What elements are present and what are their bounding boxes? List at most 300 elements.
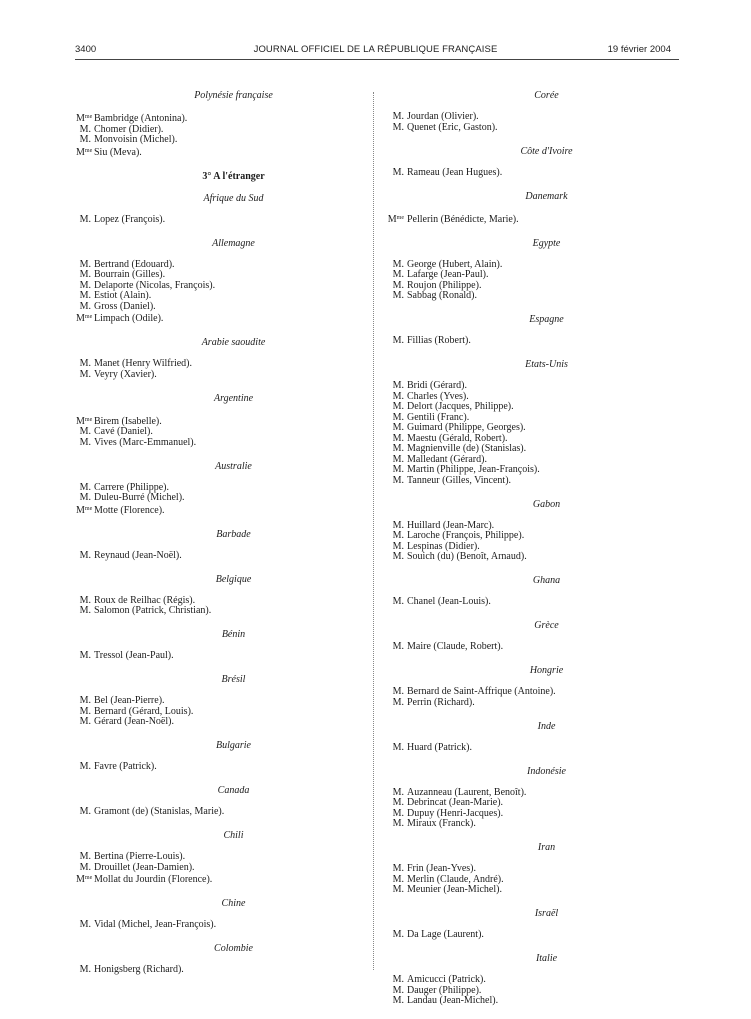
civility-abbrev: M	[76, 874, 85, 885]
person-name: Gross (Daniel).	[94, 300, 156, 312]
country-heading: Allemagne	[212, 237, 255, 249]
civility-title	[384, 336, 407, 347]
civility-abbrev: M.	[79, 705, 91, 717]
country-heading: Colombie	[214, 943, 253, 954]
list-item	[384, 642, 669, 653]
civility-title	[76, 807, 94, 818]
country-section	[384, 665, 669, 708]
civility-abbrev: M.	[392, 290, 404, 301]
civility-abbrev: M.	[392, 166, 404, 178]
civility-abbrev: M.	[79, 964, 91, 975]
name-list	[384, 930, 669, 941]
left-column	[76, 90, 351, 988]
civility-title	[76, 606, 94, 617]
right-column	[384, 90, 669, 1019]
civility-abbrev: M.	[392, 786, 404, 798]
civility-title	[384, 168, 407, 179]
country-section	[76, 337, 351, 380]
civility-abbrev: M.	[79, 213, 91, 225]
civility-title	[384, 213, 407, 226]
list-item	[76, 920, 351, 931]
person-name: Chanel (Jean-Louis).	[407, 596, 491, 607]
person-name: Vidal (Michel, Jean-François).	[94, 919, 217, 930]
civility-abbrev: M.	[392, 279, 404, 291]
civility-abbrev: M.	[392, 551, 404, 562]
civility-title	[76, 370, 94, 381]
country-heading: Barbade	[216, 528, 251, 540]
header-rule	[75, 59, 679, 60]
civility-abbrev: M.	[392, 519, 404, 531]
list-item	[76, 493, 351, 504]
person-name: Maire (Claude, Robert).	[407, 641, 504, 652]
person-name: Motte (Florence).	[94, 504, 165, 516]
person-name: Duleu-Burré (Michel).	[94, 492, 185, 503]
civility-title	[76, 312, 94, 325]
list-item	[384, 885, 669, 896]
issue-date: 19 février 2004	[607, 44, 671, 55]
country-section	[76, 629, 351, 662]
country-section	[76, 193, 351, 226]
civility-abbrev: M.	[79, 549, 91, 561]
person-name: Da Lage (Laurent).	[407, 929, 484, 940]
civility-abbrev: M.	[79, 368, 91, 380]
page-number: 3400	[75, 44, 97, 55]
country-section	[384, 314, 669, 347]
person-name: Carrere (Philippe).	[94, 481, 169, 493]
country-section	[384, 499, 669, 563]
civility-abbrev: M.	[392, 401, 404, 412]
country-heading: Inde	[537, 720, 556, 732]
name-list	[76, 260, 351, 325]
name-list	[76, 852, 351, 886]
name-list	[76, 920, 351, 931]
person-name: Huillard (Jean-Marc).	[407, 519, 495, 531]
country-section	[384, 238, 669, 302]
name-list	[384, 975, 669, 1007]
list-item	[384, 476, 669, 487]
person-name: Meunier (Jean-Michel).	[407, 884, 502, 895]
person-name: Quenet (Eric, Gaston).	[407, 121, 498, 133]
civility-superscript: me	[84, 314, 93, 320]
country-section	[76, 674, 351, 728]
country-section	[384, 359, 669, 486]
person-name: Limpach (Odile).	[94, 313, 164, 324]
civility-abbrev: M	[76, 113, 85, 124]
person-name: George (Hubert, Alain).	[407, 258, 503, 270]
country-heading: Argentine	[213, 392, 254, 404]
civility-abbrev: M.	[392, 873, 404, 885]
civility-abbrev: M.	[392, 863, 404, 874]
civility-abbrev: M.	[79, 861, 91, 873]
person-name: Laroche (François, Philippe).	[407, 530, 525, 541]
country-heading: Belgique	[215, 573, 252, 585]
name-list	[384, 687, 669, 708]
country-heading: Israël	[534, 908, 559, 919]
civility-title	[384, 743, 407, 754]
person-name: Roujon (Philippe).	[407, 279, 482, 291]
civility-title	[76, 493, 94, 504]
list-item	[76, 551, 351, 562]
person-name: Chomer (Didier).	[94, 123, 164, 135]
name-list	[384, 642, 669, 653]
civility-abbrev: M.	[392, 995, 404, 1006]
civility-superscript: me	[84, 875, 93, 881]
civility-title	[76, 863, 94, 874]
civility-abbrev: M.	[392, 335, 404, 346]
civility-title	[384, 476, 407, 487]
civility-abbrev: M.	[392, 641, 404, 652]
civility-superscript: me	[84, 114, 93, 120]
list-item	[76, 135, 351, 146]
country-section	[76, 529, 351, 562]
name-list	[76, 965, 351, 976]
country-section	[76, 171, 351, 183]
person-name: Salomon (Patrick, Christian).	[94, 605, 212, 616]
name-list	[76, 359, 351, 380]
name-list	[384, 597, 669, 608]
list-item	[384, 168, 669, 179]
civility-abbrev: M.	[392, 258, 404, 270]
country-heading: Polynésie française	[194, 90, 273, 101]
civility-title	[384, 552, 407, 563]
civility-title	[384, 698, 407, 709]
person-name: Amicucci (Patrick).	[407, 974, 486, 985]
person-name: Miraux (Franck).	[407, 818, 476, 829]
name-list	[384, 521, 669, 563]
person-name: Delort (Jacques, Philippe).	[407, 401, 514, 412]
civility-abbrev: M.	[79, 481, 91, 493]
civility-abbrev: M.	[79, 123, 91, 135]
person-name: Bambridge (Antonina).	[94, 113, 188, 124]
person-name: Pellerin (Bénédicte, Marie).	[407, 213, 519, 225]
civility-title	[384, 642, 407, 653]
name-list	[76, 807, 351, 818]
country-heading: Espagne	[529, 314, 564, 325]
person-name: Tressol (Jean-Paul).	[94, 650, 174, 661]
list-item	[384, 291, 669, 302]
civility-title	[384, 885, 407, 896]
country-section	[76, 238, 351, 325]
civility-abbrev: M.	[392, 380, 404, 391]
civility-abbrev: M.	[392, 474, 404, 486]
civility-abbrev: M.	[79, 300, 91, 312]
person-name: Dauger (Philippe).	[407, 984, 482, 996]
civility-abbrev: M.	[392, 686, 404, 697]
person-name: Malledant (Gérard).	[407, 453, 487, 465]
person-name: Frin (Jean-Yves).	[407, 863, 476, 874]
civility-abbrev: M.	[392, 540, 404, 552]
country-section	[76, 785, 351, 818]
person-name: Mollat du Jourdin (Florence).	[94, 874, 213, 885]
civility-superscript: me	[84, 147, 93, 154]
country-heading: Australie	[215, 460, 252, 472]
country-heading: Egypte	[532, 237, 561, 249]
name-list	[384, 743, 669, 754]
country-section	[76, 461, 351, 517]
person-name: Lafarge (Jean-Paul).	[407, 269, 489, 280]
civility-abbrev: M.	[79, 761, 91, 772]
civility-superscript: me	[84, 505, 93, 512]
civility-title	[384, 819, 407, 830]
country-section	[76, 393, 351, 449]
country-section	[384, 620, 669, 653]
person-name: Honigsberg (Richard).	[94, 964, 184, 975]
person-name: Sabbag (Ronald).	[407, 290, 477, 301]
person-name: Lopez (François).	[94, 213, 166, 225]
civility-abbrev: M	[76, 415, 85, 427]
country-heading: Italie	[535, 953, 558, 964]
country-heading: Chili	[223, 830, 244, 841]
person-name: Bernard (Gérard, Louis).	[94, 705, 194, 717]
civility-abbrev: M.	[79, 279, 91, 291]
list-item	[384, 996, 669, 1007]
person-name: Guimard (Philippe, Georges).	[407, 422, 526, 433]
name-list	[384, 168, 669, 179]
civility-abbrev: M.	[79, 851, 91, 862]
civility-title	[76, 717, 94, 728]
person-name: Auzanneau (Laurent, Benoît).	[407, 786, 527, 798]
person-name: Maestu (Gérald, Robert).	[407, 432, 508, 444]
civility-title	[76, 551, 94, 562]
civility-abbrev: M.	[79, 650, 91, 661]
civility-abbrev: M.	[392, 596, 404, 607]
person-name: Favre (Patrick).	[94, 761, 157, 772]
list-item	[76, 302, 351, 313]
name-list	[76, 596, 351, 617]
journal-title: JOURNAL OFFICIEL DE LA RÉPUBLIQUE FRANÇAISE	[253, 44, 498, 55]
country-heading: Bulgarie	[216, 740, 251, 751]
civility-abbrev: M	[387, 213, 397, 225]
name-list	[76, 112, 351, 158]
civility-abbrev: M.	[392, 432, 404, 444]
civility-title	[76, 215, 94, 226]
civility-title	[384, 123, 407, 134]
civility-abbrev: M.	[392, 443, 404, 454]
civility-abbrev: M.	[392, 121, 404, 133]
list-item	[76, 370, 351, 381]
civility-abbrev: M.	[392, 453, 404, 465]
country-heading: Gabon	[532, 498, 561, 510]
person-name: Gentili (Franc).	[407, 411, 470, 423]
civility-superscript: me	[84, 416, 93, 423]
list-item	[76, 807, 351, 818]
person-name: Vives (Marc-Emmanuel).	[94, 436, 197, 448]
name-list	[384, 788, 669, 830]
name-list	[76, 696, 351, 728]
country-heading: Chine	[221, 898, 246, 909]
country-section	[384, 146, 669, 179]
country-heading: Ghana	[532, 575, 561, 586]
person-name: Fillias (Robert).	[407, 335, 471, 346]
person-name: Souich (du) (Benoît, Arnaud).	[407, 551, 527, 562]
country-section	[384, 191, 669, 226]
list-item	[76, 965, 351, 976]
list-item	[76, 651, 351, 662]
country-heading: Hongrie	[529, 665, 564, 676]
civility-abbrev: M.	[79, 436, 91, 448]
country-section	[76, 943, 351, 976]
civility-title	[76, 920, 94, 931]
person-name: Lespinas (Didier).	[407, 540, 480, 552]
name-list	[384, 112, 669, 133]
country-section	[384, 90, 669, 133]
civility-abbrev: M.	[392, 884, 404, 895]
civility-title	[76, 651, 94, 662]
civility-title	[76, 873, 94, 886]
country-section	[76, 740, 351, 773]
list-item	[76, 146, 351, 159]
person-name: Landau (Jean-Michel).	[407, 995, 499, 1006]
list-item	[384, 123, 669, 134]
country-section	[76, 90, 351, 158]
list-item	[76, 863, 351, 874]
person-name: Birem (Isabelle).	[94, 415, 162, 427]
name-list	[76, 651, 351, 662]
country-section	[384, 953, 669, 1007]
civility-title	[76, 135, 94, 146]
list-item	[76, 873, 351, 886]
person-name: Magnienville (de) (Stanislas).	[407, 443, 527, 454]
list-item	[384, 698, 669, 709]
list-item	[384, 336, 669, 347]
civility-title	[76, 438, 94, 449]
civility-abbrev: M.	[79, 594, 91, 606]
country-section	[384, 908, 669, 941]
person-name: Bertrand (Edouard).	[94, 258, 175, 270]
person-name: Huard (Patrick).	[407, 741, 472, 753]
name-list	[76, 415, 351, 449]
civility-title	[384, 597, 407, 608]
person-name: Debrincat (Jean-Marie).	[407, 797, 504, 808]
person-name: Delaporte (Nicolas, François).	[94, 279, 216, 291]
name-list	[76, 551, 351, 562]
person-name: Gérard (Jean-Noël).	[94, 716, 174, 727]
civility-abbrev: M.	[79, 695, 91, 706]
country-heading: Côte d'Ivoire	[520, 145, 573, 157]
civility-abbrev: M.	[79, 358, 91, 369]
list-item	[384, 743, 669, 754]
country-heading: Bénin	[221, 629, 246, 640]
person-name: Bel (Jean-Pierre).	[94, 695, 165, 706]
civility-abbrev: M	[76, 313, 85, 324]
country-section	[76, 574, 351, 617]
civility-abbrev: M.	[392, 984, 404, 996]
name-list	[76, 483, 351, 517]
civility-abbrev: M.	[392, 390, 404, 402]
person-name: Merlin (Claude, André).	[407, 873, 504, 885]
country-section	[384, 575, 669, 608]
civility-title	[76, 146, 94, 159]
name-list	[384, 336, 669, 347]
person-name: Veyry (Xavier).	[94, 368, 157, 380]
person-name: Monvoisin (Michel).	[94, 134, 178, 145]
column-divider	[373, 92, 374, 970]
list-item	[384, 213, 669, 226]
list-item	[384, 930, 669, 941]
person-name: Dupuy (Henri-Jacques).	[407, 807, 504, 819]
civility-abbrev: M	[76, 504, 85, 516]
person-name: Manet (Henry Wilfried).	[94, 358, 192, 369]
person-name: Siu (Meva).	[94, 146, 142, 158]
person-name: Bernard de Saint-Affrique (Antoine).	[407, 686, 556, 697]
civility-abbrev: M.	[79, 605, 91, 616]
civility-abbrev: M.	[79, 290, 91, 301]
country-heading: Arabie saoudite	[201, 337, 266, 348]
country-section	[76, 830, 351, 886]
person-name: Bourrain (Gilles).	[94, 269, 166, 280]
country-heading: Etats-Unis	[525, 359, 568, 370]
person-name: Cavé (Daniel).	[94, 426, 153, 437]
civility-abbrev: M.	[392, 929, 404, 940]
civility-abbrev: M.	[392, 530, 404, 541]
civility-title	[384, 930, 407, 941]
civility-abbrev: M.	[392, 464, 404, 475]
list-item	[76, 762, 351, 773]
civility-abbrev: M.	[392, 807, 404, 819]
civility-abbrev: M.	[79, 258, 91, 270]
civility-title	[76, 504, 94, 517]
name-list	[384, 260, 669, 302]
list-item	[384, 819, 669, 830]
list-item	[384, 552, 669, 563]
person-name: Reynaud (Jean-Noël).	[94, 549, 182, 561]
name-list	[76, 762, 351, 773]
person-name: Gramont (de) (Stanislas, Marie).	[94, 806, 225, 817]
country-heading: Corée	[534, 90, 559, 101]
country-section	[384, 842, 669, 896]
civility-title	[76, 762, 94, 773]
civility-abbrev: M.	[392, 797, 404, 808]
person-name: Charles (Yves).	[407, 390, 469, 402]
country-section	[384, 721, 669, 754]
person-name: Martin (Philippe, Jean-François).	[407, 464, 540, 475]
civility-abbrev: M.	[79, 716, 91, 727]
civility-title	[384, 996, 407, 1007]
civility-abbrev: M.	[79, 269, 91, 280]
civility-abbrev: M.	[392, 422, 404, 433]
country-heading: Canada	[217, 785, 250, 796]
list-item	[76, 215, 351, 226]
name-list	[76, 215, 351, 226]
civility-abbrev: M.	[392, 974, 404, 985]
person-name: Perrin (Richard).	[407, 696, 475, 708]
section-heading: 3° A l'étranger	[202, 170, 265, 182]
name-list	[384, 213, 669, 226]
civility-abbrev: M.	[392, 741, 404, 753]
list-item	[76, 717, 351, 728]
civility-title	[384, 291, 407, 302]
country-heading: Grèce	[534, 620, 559, 631]
person-name: Tanneur (Gilles, Vincent).	[407, 474, 512, 486]
person-name: Estiot (Alain).	[94, 290, 152, 301]
civility-superscript: me	[396, 214, 404, 221]
list-item	[76, 504, 351, 517]
civility-abbrev: M.	[392, 111, 404, 122]
person-name: Bertina (Pierre-Louis).	[94, 851, 186, 862]
country-heading: Brésil	[221, 674, 246, 685]
name-list	[384, 864, 669, 896]
country-heading: Afrique du Sud	[203, 192, 264, 204]
civility-abbrev: M.	[79, 919, 91, 930]
name-list	[384, 381, 669, 486]
person-name: Bridi (Gérard).	[407, 380, 467, 391]
country-section	[384, 766, 669, 830]
country-heading: Danemark	[525, 190, 568, 202]
civility-abbrev: M.	[392, 696, 404, 708]
civility-abbrev: M.	[392, 411, 404, 423]
country-heading: Iran	[537, 842, 556, 853]
person-name: Jourdan (Olivier).	[407, 111, 479, 122]
